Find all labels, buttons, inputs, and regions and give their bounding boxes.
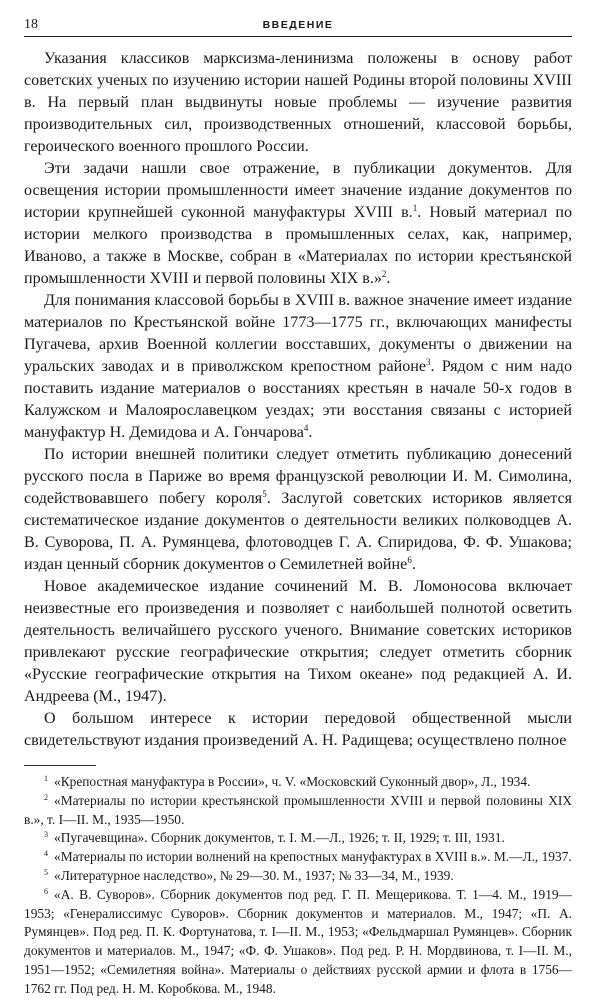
footnote-3: $^3$ «Пугачевщина». Сборник документов, т. I. М.—Л., 1926; т. II, 1929; т. III, 1931. bbox=[44, 830, 505, 846]
footnotes bbox=[24, 773, 572, 999]
footnote-6: $^6$ «А. В. Суворов». Сборник документов под ред. Г. П. Мещерикова. Т. 1—4. М., 1919—1953; «Генералиссимус Суворов». Сборник документов и материалов. М., 1947; «П. А. Румянцев». Под ред. П. К. Фортунатова, т. I—II. М., 1953; «Фельдмаршал Румянцев». Сборник документов и материалов. М., 1947; «Ф. Ф. Ушаков». Под ред. Р. Н. Мордвинова, т. I—II. М., 1951—1952; «Семилетняя война». Материалы о действиях русской армии и флота в 1756—1762 гг. Под ред. Н. М. Коробкова. М., 1948. bbox=[24, 886, 572, 996]
footnote-2: $^2$ «Материалы по истории крестьянской промышленности XVIII и первой половины XIX в.», т. I—II. М., 1935—1950. bbox=[24, 792, 572, 827]
footnote-ref: 5 bbox=[262, 489, 267, 499]
footnote-divider bbox=[24, 765, 96, 766]
running-title: ВВЕДЕНИЕ bbox=[262, 19, 334, 31]
book-page bbox=[24, 14, 572, 999]
footnote-ref: 6 bbox=[407, 555, 412, 565]
footnote-ref: 1 bbox=[412, 203, 418, 213]
paragraph-1: Указания классиков марксизма-ленинизма положены в основу работ советских ученых по изучению истории нашей Родины второй половины XVIII в. На первый план выдвинуты новые проблемы — изучение развития производительных сил, производственных отношений, классовой борьбы, героического военного прошлого России. bbox=[24, 50, 572, 155]
footnote-ref: 3 bbox=[426, 357, 431, 367]
footnote-ref: 2 bbox=[381, 269, 387, 279]
paragraph-5: Новое академическое издание сочинений М. В. Ломоносова включает неизвестные его произведения и позволяет с наибольшей полнотой осветить деятельность величайшего русского ученого. Внимание советских историков привлекают русские географические открытия; следует отметить сборник «Русские географические открытия на Тихом океане» под редакцией А. И. Андреева (М., 1947). bbox=[24, 578, 572, 705]
main-text bbox=[24, 48, 572, 752]
page-header bbox=[24, 14, 572, 37]
paragraph-6: О большом интересе к истории передовой общественной мысли свидетельствуют издания произведений А. Н. Радищева; осуществлено полное bbox=[24, 710, 572, 749]
footnote-1: $^1$ «Крепостная мануфактура в России», ч. V. «Московский Суконный двор», Л., 1934. bbox=[44, 774, 531, 789]
footnote-5: $^5$ «Литературное наследство», № 29—30. М., 1937; № 33—34, М., 1939. bbox=[44, 867, 454, 883]
page-number: 18 bbox=[24, 17, 38, 32]
paragraph-4: По истории внешней политики следует отметить публикацию донесений русского посла в Париже во время французской революции И. М. Симолина, содействовавшего побегу короля$^5$. Заслугой советских историков является систематическое издание документов о деятельности великих полководцев А. В. Суворова, П. А. Румянцева, флотоводцев Г. А. Спиридова, Ф. Ф. Ушакова; издан ценный сборник документов о Семилетней войне$^6$. bbox=[24, 446, 572, 573]
footnote-4: $^4$ «Материалы по истории волнений на крепостных мануфактурах в XVIII в.». М.—Л., 1937. bbox=[44, 849, 572, 865]
footnote-ref: 4 bbox=[303, 423, 309, 433]
paragraph-2: Эти задачи нашли свое отражение, в публикации документов. Для освещения истории промышленности имеет значение издание документов по истории крупнейшей суконной мануфактуры XVIII в.$^1$. Новый материал по истории мелкого производства в промышленных селах, как, например, Иваново, а также в Москве, собран в «Материалах по истории крестьянской промышленности XVIII и первой половины XIX в.»$^2$. bbox=[24, 160, 572, 287]
paragraph-3: Для понимания классовой борьбы в XVIII в. важное значение имеет издание материалов по Крестьянской войне 1773—1775 гг., включающих манифесты Пугачева, архив Военной коллегии восставших, документы о движении на уральских заводах и в приволжском крепостном районе$^3$. Рядом с ним надо поставить издание материалов о восстаниях крестьян в начале 50-х годов в Калужском и Малоярославецком уездах; эти восстания связаны с историей мануфактур Н. Демидова и А. Гончарова$^4$. bbox=[24, 292, 573, 441]
